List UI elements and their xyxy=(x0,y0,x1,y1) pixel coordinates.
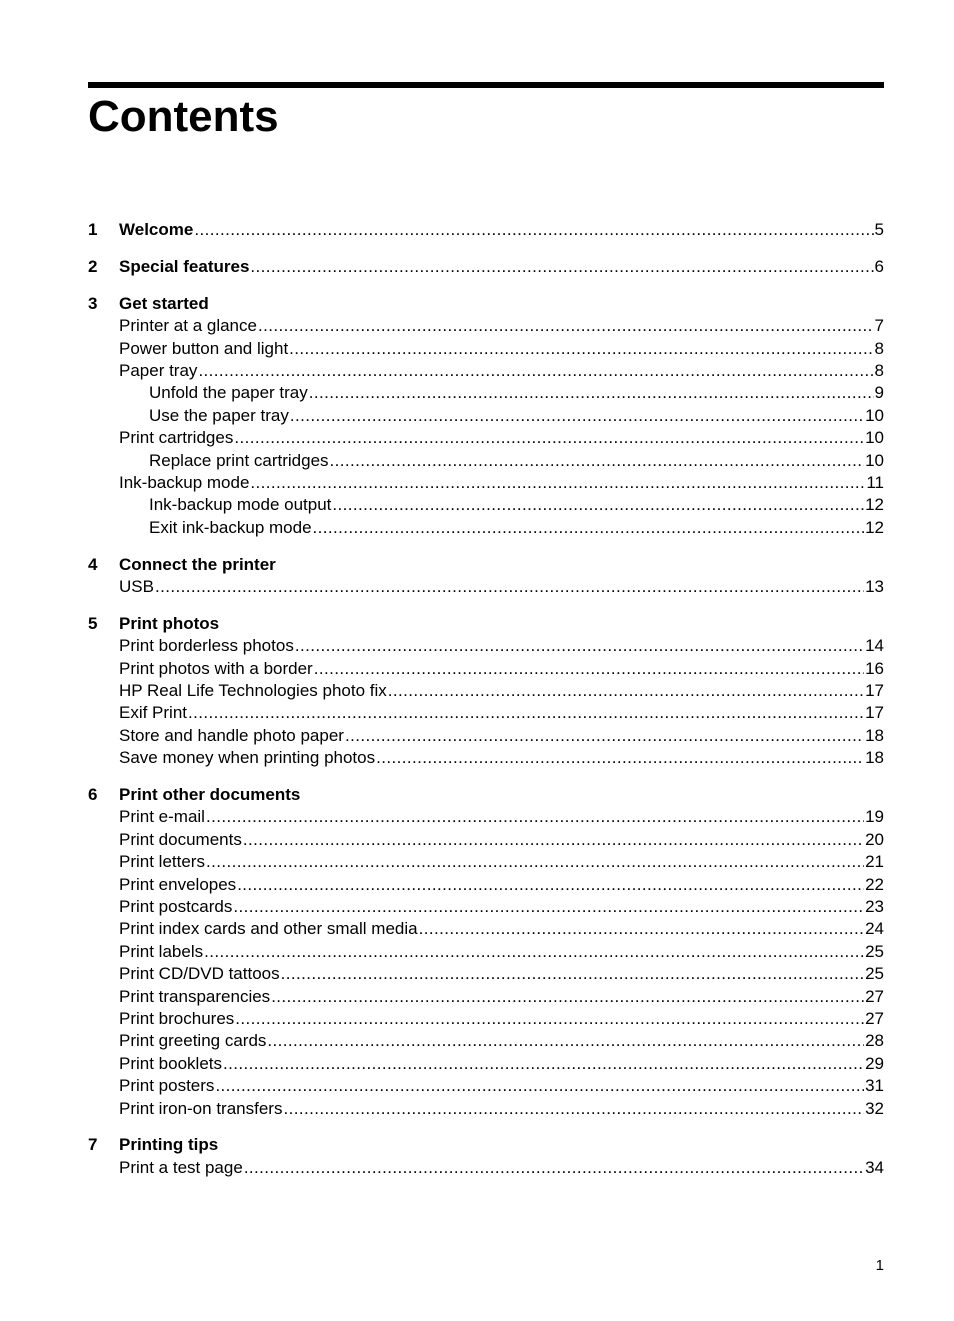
toc-chapter-heading[interactable] xyxy=(88,554,884,576)
toc-entry[interactable] xyxy=(88,896,884,918)
toc-entry[interactable] xyxy=(88,1157,884,1179)
toc-entry-page-number: 25 xyxy=(865,964,884,984)
toc-entry-title: Print transparencies xyxy=(119,986,271,1006)
toc-entry-page-number: 18 xyxy=(865,725,884,745)
page-title: Contents xyxy=(88,92,279,141)
toc-entry-title: Print posters xyxy=(119,1076,215,1096)
toc-entry-title: Print brochures xyxy=(119,1009,235,1028)
toc-chapter-heading[interactable] xyxy=(88,613,884,635)
toc-chapter-4 xyxy=(88,554,884,599)
dot-leader xyxy=(314,658,864,680)
toc-entry-title: Print cartridges xyxy=(119,428,234,448)
toc-chapter-6 xyxy=(88,784,884,1120)
dot-leader xyxy=(388,680,864,702)
dot-leader xyxy=(283,1098,864,1120)
chapter-title: Get started xyxy=(119,293,209,313)
dot-leader xyxy=(204,941,864,963)
toc-entry[interactable] xyxy=(88,1098,884,1120)
toc-entry-page-number: 27 xyxy=(865,986,884,1006)
toc-entry[interactable] xyxy=(88,986,884,1008)
chapter-number: 4 xyxy=(88,554,98,574)
dot-leader xyxy=(198,360,873,382)
toc-entry-page-number: 19 xyxy=(865,807,884,827)
toc-entry[interactable] xyxy=(88,747,884,769)
toc-chapter-2 xyxy=(88,256,884,278)
dot-leader xyxy=(237,874,864,896)
toc-entry-title: Power button and light xyxy=(119,338,289,358)
toc-entry-page-number: 7 xyxy=(874,316,884,336)
toc-entry-page-number: 10 xyxy=(865,450,884,470)
toc-entry-title: Print labels xyxy=(119,941,204,961)
toc-entry[interactable] xyxy=(88,315,884,337)
toc-entry[interactable] xyxy=(88,702,884,724)
toc-entry-page-number: 29 xyxy=(865,1053,884,1073)
chapter-title: Print photos xyxy=(119,613,220,633)
toc-entry[interactable] xyxy=(88,576,884,598)
table-of-contents xyxy=(88,219,884,1194)
dot-leader xyxy=(258,315,874,337)
dot-leader xyxy=(345,725,864,747)
dot-leader xyxy=(235,1008,864,1030)
dot-leader xyxy=(223,1053,864,1075)
chapter-number: 5 xyxy=(88,613,98,633)
toc-chapter-heading[interactable] xyxy=(88,256,884,278)
chapter-title: Connect the printer xyxy=(119,554,276,574)
toc-entry[interactable] xyxy=(88,941,884,963)
toc-entry-page-number: 31 xyxy=(865,1076,884,1096)
toc-entry[interactable] xyxy=(88,635,884,657)
chapter-title: Welcome xyxy=(119,220,194,239)
toc-entry-page-number: 18 xyxy=(865,748,884,768)
dot-leader xyxy=(243,829,864,851)
toc-entry-page-number: 32 xyxy=(865,1098,884,1118)
toc-entry[interactable] xyxy=(88,1030,884,1052)
toc-entry[interactable] xyxy=(88,1053,884,1075)
toc-entry[interactable] xyxy=(88,427,884,449)
toc-entry-title: Save money when printing photos xyxy=(119,748,376,768)
toc-entry[interactable] xyxy=(88,963,884,985)
chapter-title: Printing tips xyxy=(119,1135,219,1155)
toc-entry[interactable] xyxy=(88,517,884,539)
toc-entry[interactable] xyxy=(88,450,884,472)
dot-leader xyxy=(376,747,864,769)
toc-entry[interactable] xyxy=(88,918,884,940)
dot-leader xyxy=(215,1075,864,1097)
dot-leader xyxy=(309,382,874,404)
toc-entry-page-number: 8 xyxy=(874,338,884,358)
toc-entry[interactable] xyxy=(88,874,884,896)
toc-entry-title: USB xyxy=(119,576,154,596)
toc-entry-page-number: 10 xyxy=(865,428,884,448)
toc-entry-page-number: 22 xyxy=(865,874,884,894)
chapter-number: 3 xyxy=(88,293,98,313)
toc-entry-title: Store and handle photo paper xyxy=(119,725,344,745)
chapter-number: 6 xyxy=(88,785,98,805)
dot-leader xyxy=(206,806,864,828)
toc-entry-title: Print postcards xyxy=(119,897,233,917)
dot-leader xyxy=(233,896,864,918)
page-number: 1 xyxy=(875,1257,884,1274)
toc-entry-page-number: 24 xyxy=(865,919,884,939)
dot-leader xyxy=(155,576,864,598)
toc-entry[interactable] xyxy=(88,851,884,873)
header-rule xyxy=(88,82,884,88)
toc-entry[interactable] xyxy=(88,382,884,404)
toc-entry-page-number: 12 xyxy=(865,495,884,515)
toc-entry-page-number: 28 xyxy=(865,1031,884,1051)
toc-entry-title: Use the paper tray xyxy=(149,405,289,425)
toc-entry-title: Print a test page xyxy=(119,1157,243,1177)
chapter-title: Print other documents xyxy=(119,785,301,805)
toc-entry-page-number: 20 xyxy=(865,829,884,849)
toc-entry-title: Print booklets xyxy=(119,1053,222,1073)
toc-entry[interactable] xyxy=(88,1075,884,1097)
toc-entry-page-number: 8 xyxy=(874,360,884,380)
toc-entry-title: Print letters xyxy=(119,852,205,872)
toc-entry[interactable] xyxy=(88,472,884,494)
toc-entry-title: Replace print cartridges xyxy=(149,450,329,470)
toc-entry-page-number: 13 xyxy=(865,576,884,596)
dot-leader xyxy=(206,851,864,873)
chapter-number: 7 xyxy=(88,1135,98,1155)
toc-entry-page-number: 9 xyxy=(874,383,884,403)
chapter-page-number: 6 xyxy=(874,256,884,276)
dot-leader xyxy=(313,517,865,539)
dot-leader xyxy=(295,635,864,657)
toc-chapter-heading[interactable] xyxy=(88,219,884,241)
toc-entry[interactable] xyxy=(88,829,884,851)
toc-entry[interactable] xyxy=(88,405,884,427)
toc-entry-title: Exit ink-backup mode xyxy=(149,517,312,537)
toc-entry-page-number: 34 xyxy=(865,1157,884,1177)
toc-entry[interactable] xyxy=(88,725,884,747)
toc-entry-title: HP Real Life Technologies photo fix xyxy=(119,681,387,701)
toc-entry-page-number: 17 xyxy=(865,681,884,701)
toc-entry[interactable] xyxy=(88,806,884,828)
toc-entry[interactable] xyxy=(88,360,884,382)
toc-entry-page-number: 12 xyxy=(865,517,884,537)
toc-chapter-3 xyxy=(88,293,884,539)
toc-entry-title: Printer at a glance xyxy=(119,316,257,336)
dot-leader xyxy=(330,450,865,472)
toc-entry[interactable] xyxy=(88,1008,884,1030)
dot-leader xyxy=(250,472,865,494)
toc-entry-title: Ink-backup mode output xyxy=(149,495,332,515)
dot-leader xyxy=(267,1030,864,1052)
toc-entry-page-number: 25 xyxy=(865,941,884,961)
chapter-title: Special features xyxy=(119,256,250,276)
toc-entry-title: Paper tray xyxy=(119,360,198,380)
toc-entry-title: Unfold the paper tray xyxy=(149,383,308,403)
toc-chapter-5 xyxy=(88,613,884,770)
toc-entry-title: Print index cards and other small media xyxy=(119,919,418,939)
toc-entry-title: Exif Print xyxy=(119,703,188,723)
chapter-number: 2 xyxy=(88,256,98,276)
dot-leader xyxy=(271,986,864,1008)
dot-leader xyxy=(188,702,864,724)
toc-entry-page-number: 16 xyxy=(865,658,884,678)
toc-entry[interactable] xyxy=(88,658,884,680)
toc-entry-title: Ink-backup mode xyxy=(119,472,250,492)
toc-entry[interactable] xyxy=(88,338,884,360)
dot-leader xyxy=(290,405,864,427)
toc-entry-page-number: 21 xyxy=(865,852,884,872)
dot-leader xyxy=(250,256,873,278)
dot-leader xyxy=(244,1157,864,1179)
dot-leader xyxy=(281,963,864,985)
toc-entry[interactable] xyxy=(88,494,884,516)
toc-chapter-heading[interactable] xyxy=(88,784,884,806)
toc-entry-page-number: 11 xyxy=(866,472,884,492)
toc-entry-page-number: 27 xyxy=(865,1009,884,1028)
toc-entry-title: Print CD/DVD tattoos xyxy=(119,964,280,984)
toc-entry-title: Print envelopes xyxy=(119,874,237,894)
dot-leader xyxy=(289,338,873,360)
chapter-number: 1 xyxy=(88,220,98,239)
toc-entry-title: Print e-mail xyxy=(119,807,205,827)
dot-leader xyxy=(234,427,864,449)
toc-entry-page-number: 23 xyxy=(865,897,884,917)
toc-entry-page-number: 17 xyxy=(865,703,884,723)
toc-entry-page-number: 14 xyxy=(865,636,884,656)
toc-chapter-heading[interactable] xyxy=(88,293,884,315)
toc-entry-page-number: 10 xyxy=(865,405,884,425)
toc-entry-title: Print borderless photos xyxy=(119,636,294,656)
toc-entry-title: Print greeting cards xyxy=(119,1031,267,1051)
dot-leader xyxy=(419,918,864,940)
toc-entry-title: Print photos with a border xyxy=(119,658,313,678)
toc-chapter-1 xyxy=(88,219,884,241)
dot-leader xyxy=(194,219,873,241)
toc-entry-title: Print documents xyxy=(119,829,242,849)
chapter-page-number: 5 xyxy=(874,220,884,239)
dot-leader xyxy=(332,494,864,516)
toc-chapter-heading[interactable] xyxy=(88,1134,884,1156)
toc-chapter-7 xyxy=(88,1134,884,1179)
toc-entry[interactable] xyxy=(88,680,884,702)
toc-entry-title: Print iron-on transfers xyxy=(119,1098,283,1118)
